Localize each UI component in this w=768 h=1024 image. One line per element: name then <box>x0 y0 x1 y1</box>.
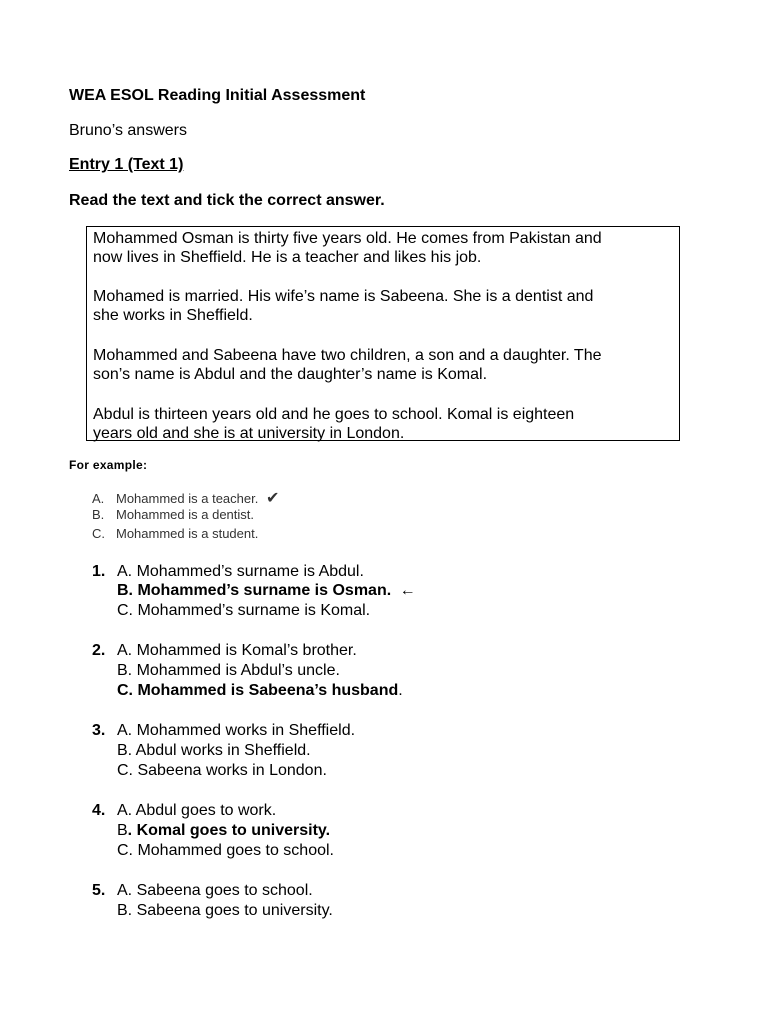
passage-line: years old and she is at university in London. <box>93 425 405 442</box>
page-title: WEA ESOL Reading Initial Assessment <box>69 87 366 104</box>
option-c: C. Mohammed’s surname is Komal. <box>117 602 371 619</box>
option-text: Mohammed is a student. <box>116 526 259 541</box>
option-a: A. Sabeena goes to school. <box>117 882 313 899</box>
passage-line: son’s name is Abdul and the daughter’s name is Komal. <box>93 366 488 383</box>
section-heading: Entry 1 (Text 1) <box>69 156 184 173</box>
passage-line: Mohammed Osman is thirty five years old. He comes from Pakistan and <box>93 230 602 247</box>
arrow-left-icon: ← <box>399 582 416 599</box>
example-option <box>92 526 258 541</box>
example-option <box>92 488 279 508</box>
option-text: Mohammed is a dentist. <box>116 507 255 522</box>
option-b: B. Abdul works in Sheffield. <box>117 742 311 759</box>
passage-line: she works in Sheffield. <box>93 307 253 324</box>
option-c: C. Sabeena works in London. <box>117 762 327 779</box>
passage-line: Mohamed is married. His wife’s name is Sabeena. She is a dentist and <box>93 288 594 305</box>
question-number: 2. <box>92 642 106 659</box>
passage-line: now lives in Sheffield. He is a teacher and likes his job. <box>93 249 482 266</box>
option-b: B. Sabeena goes to university. <box>117 902 333 919</box>
question-number: 5. <box>92 882 106 899</box>
question-number: 1. <box>92 563 106 580</box>
option-end: . <box>398 682 403 699</box>
option-letter: B <box>117 822 128 839</box>
option-letter: A. <box>92 491 105 506</box>
question-number: 3. <box>92 722 106 739</box>
option-b-selected <box>117 822 330 840</box>
option-b-selected <box>117 582 416 600</box>
passage-line: Abdul is thirteen years old and he goes to school. Komal is eighteen <box>93 406 575 423</box>
option-text: B. Mohammed’s surname is Osman. <box>117 582 392 599</box>
passage-line: Mohammed and Sabeena have two children, a son and a daughter. The <box>93 347 602 364</box>
check-mark-icon: ✔ <box>265 490 280 507</box>
option-b: B. Mohammed is Abdul’s uncle. <box>117 662 340 679</box>
option-a: A. Abdul goes to work. <box>117 802 277 819</box>
option-a: A. Mohammed is Komal’s brother. <box>117 642 357 659</box>
option-text: Mohammed is a teacher. <box>116 491 259 506</box>
option-text: . Komal goes to university. <box>127 822 331 839</box>
option-a: A. Mohammed works in Sheffield. <box>117 722 356 739</box>
option-c: C. Mohammed goes to school. <box>117 842 334 859</box>
option-c-selected <box>117 682 403 700</box>
option-letter: B. <box>92 507 105 522</box>
option-text: C. Mohammed is Sabeena’s husband <box>117 682 399 699</box>
option-a: A. Mohammed’s surname is Abdul. <box>117 563 364 580</box>
question-number: 4. <box>92 802 106 819</box>
example-option <box>92 507 254 522</box>
subtitle: Bruno’s answers <box>69 122 187 139</box>
example-label: For example: <box>69 458 148 472</box>
option-letter: C. <box>92 526 105 541</box>
instruction: Read the text and tick the correct answer. <box>69 192 385 209</box>
